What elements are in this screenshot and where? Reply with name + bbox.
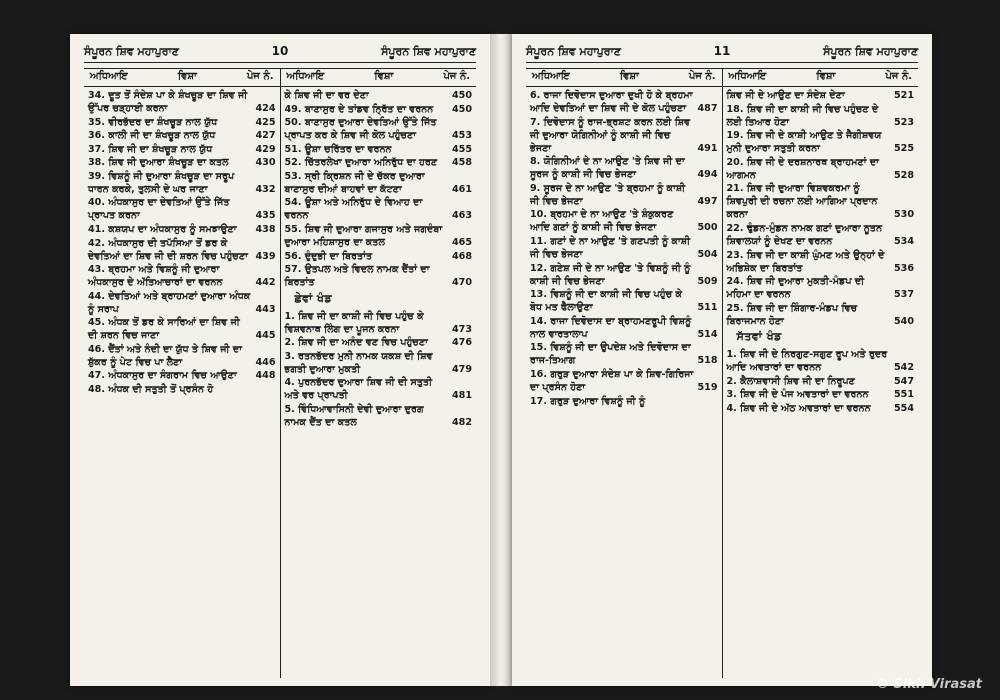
toc-entry-page: 479 — [451, 363, 472, 375]
toc-entry — [88, 143, 276, 156]
toc-entry-title: 25. ਸ਼ਿਵ ਜੀ ਦਾ ਸ਼ਿੰਗਾਰ-ਮੰਡਪ ਵਿਚ ਬਿਰਾਜਮਾਨ ਹੋਣਾ — [726, 302, 858, 327]
header-right-title: ਸੰਪੂਰਨ ਸ਼ਿਵ ਮਹਾਪੁਰਾਣ — [381, 45, 476, 58]
toc-entry-page: 432 — [255, 183, 276, 195]
toc-entry-page: 509 — [697, 275, 718, 287]
page-number: 10 — [271, 44, 289, 58]
toc-entry-title: 44. ਦੇਵਤਿਆਂ ਅਤੇ ਬ੍ਰਾਹਮਣਾਂ ਦੁਆਰਾ ਅੰਧਕ ਨੂੰ ਸਰਾਪ — [88, 290, 251, 315]
toc-entry-title: 9. ਸੂਰਜ ਦੇ ਨਾ ਆਉਣ 'ਤੇ ਬ੍ਰਹਮਾ ਨੂੰ ਕਾਸ਼ੀ ਜੀ ਵਿਚ ਭੇਜਣਾ — [530, 182, 686, 207]
col-header-chapter: ਅਧਿਆਇ — [90, 71, 128, 82]
toc-entry-page: 523 — [893, 116, 914, 128]
col-header-page: ਪੇਜ ਨੰ. — [688, 71, 716, 82]
toc-entry-page: 518 — [697, 355, 718, 367]
book-gutter — [490, 34, 512, 686]
toc-entries — [84, 87, 280, 396]
toc-entry-page: 542 — [893, 362, 914, 374]
toc-entry — [285, 223, 473, 249]
toc-entry-page: 463 — [451, 210, 472, 222]
toc-entry — [727, 275, 915, 301]
toc-entry-title: 4. ਪੁਰਨਭੱਦਰ ਦੁਆਰਾ ਸ਼ਿਵ ਜੀ ਦੀ ਸਤੁਤੀ ਅਤੇ ਵਰ ਪ੍ਰਾਪਤੀ — [284, 377, 433, 402]
running-head — [84, 44, 476, 63]
col-header-subject: ਵਿਸ਼ਾ — [619, 71, 639, 82]
toc-entry-title: 57. ਉਤਪਲ ਅਤੇ ਵਿਦਲ ਨਾਮਕ ਦੈਂਤਾਂ ਦਾ ਬਿਰਤਾਂਤ — [284, 264, 430, 289]
toc-entry-page: 438 — [255, 223, 276, 235]
col-header-subject: ਵਿਸ਼ਾ — [374, 71, 394, 82]
toc-entry-title: 47. ਅੰਧਕਾਸੁਰ ਦਾ ਸੰਗਰਾਮ ਵਿਚ ਆਉਣਾ — [88, 370, 237, 382]
toc-entry-title: 16. ਗਰੁੜ ਦੁਆਰਾ ਸੰਦੇਸ਼ ਪਾ ਕੇ ਸ਼ਿਵ-ਗਿਰਿਜਾ ਦਾ ਪ੍ਰਸੰਨ ਹੋਣਾ — [530, 368, 694, 394]
toc-entry-page: 551 — [893, 389, 914, 401]
toc-entry — [727, 348, 915, 374]
toc-entry — [285, 310, 473, 336]
toc-entry — [727, 103, 915, 129]
toc-entry-title: 11. ਗਣਾਂ ਦੇ ਨਾ ਆਉਣ 'ਤੇ ਗਣਪਤੀ ਨੂੰ ਕਾਸ਼ੀ ਜੀ ਵਿਚ ਭੇਜਣਾ — [530, 236, 691, 261]
toc-entry — [530, 288, 718, 314]
toc-entry-title: 38. ਸ਼ਿਵ ਜੀ ਦੁਆਰਾ ਸ਼ੰਖਚੂੜ ਦਾ ਕਤਲ — [88, 157, 229, 169]
toc-entry-page: 491 — [697, 142, 718, 154]
toc-entry — [727, 222, 915, 248]
column-header — [281, 68, 477, 87]
toc-entries — [526, 87, 722, 408]
toc-entry — [727, 388, 915, 401]
section-heading: ਸੱਤਵਾਂ ਖੰਡ — [736, 330, 782, 344]
toc-entry-title: 6. ਰਾਜਾ ਦਿਵੋਦਾਸ ਦੁਆਰਾ ਦੁਖੀ ਹੋ ਕੇ ਬ੍ਰਹਮਾ ਆਦਿ ਦੇਵਤਿਆਂ ਦਾ ਸ਼ਿਵ ਜੀ ਦੇ ਕੋਲ ਪਹੁੰਚਣਾ — [530, 90, 693, 115]
column-header — [723, 68, 919, 87]
toc-entry — [727, 249, 915, 275]
toc-entry — [285, 196, 473, 222]
toc-entry — [88, 383, 276, 396]
toc-entry — [88, 129, 276, 142]
toc-entry — [285, 376, 473, 402]
page-number: 11 — [713, 44, 731, 58]
toc-entries — [281, 308, 477, 429]
watermark: © Sikh Virasat — [876, 677, 982, 692]
toc-entry-title: 3. ਰਤਨਭੱਦਰ ਮੁਨੀ ਨਾਮਕ ਯਕਸ਼ ਦੀ ਸ਼ਿਵ ਭਗਤੀ ਦੁਆਰਾ ਮੁਕਤੀ — [284, 350, 433, 375]
toc-entry-page: 511 — [697, 302, 718, 314]
toc-entry — [88, 156, 276, 169]
toc-entry-page: 427 — [255, 130, 276, 142]
toc-entry-page: 435 — [255, 210, 276, 222]
toc-entry-page: 443 — [255, 303, 276, 315]
toc-entry-title: 40. ਅੰਧਕਾਸੁਰ ਦਾ ਦੇਵਤਿਆਂ ਉੱਤੇ ਜਿੱਤ ਪ੍ਰਾਪਤ ਕਰਨਾ — [88, 197, 230, 222]
toc-entry-title: 5. ਵਿੰਧਿਆਵਾਸਿਨੀ ਦੇਵੀ ਦੁਆਰਾ ਦੁਰਗ ਨਾਮਕ ਦੈਂਤ ਦਾ ਕਤਲ — [284, 404, 424, 429]
toc-entry — [88, 116, 276, 129]
toc-entry-page: 487 — [697, 103, 718, 115]
toc-entry — [88, 223, 276, 236]
toc-entry-title: 2. ਕੈਲਾਸ਼ਵਾਸੀ ਸ਼ਿਵ ਜੀ ਦਾ ਨਿਰੂਪਣ — [726, 375, 855, 387]
toc-entry — [530, 315, 718, 341]
toc-entry — [88, 89, 276, 115]
toc-entry-title: 43. ਬ੍ਰਹਮਾ ਅਤੇ ਵਿਸ਼ਨੂੰ ਜੀ ਦੁਆਰਾ ਅੰਧਕਾਸੁਰ ਦੇ ਅੱਤਿਆਚਾਰਾਂ ਦਾ ਵਰਨਨ — [88, 264, 223, 289]
toc-entry-title: 2. ਸ਼ਿਵ ਜੀ ਦਾ ਅਨੰਦ ਵਣ ਵਿਚ ਪਹੁੰਚਣਾ — [284, 337, 428, 349]
toc-entry-page: 468 — [451, 250, 472, 262]
toc-entry-page: 446 — [255, 356, 276, 368]
toc-entry-page: 448 — [255, 370, 276, 382]
toc-entry-title: 7. ਦਿਵੋਦਾਸ ਨੂੰ ਰਾਜ-ਭ੍ਰਸ਼ਟ ਕਰਨ ਲਈ ਸ਼ਿਵ ਜੀ ਦੁਆਰਾ ਯੋਗਿਨੀਆਂ ਨੂੰ ਕਾਸ਼ੀ ਜੀ ਵਿਚ ਭੇਜਣਾ — [530, 116, 691, 154]
toc-entry — [727, 156, 915, 182]
col-header-chapter: ਅਧਿਆਇ — [728, 71, 767, 82]
toc-entry-page: 465 — [451, 237, 472, 249]
toc-column-2 — [722, 68, 919, 678]
column-header — [526, 68, 722, 87]
toc-entry — [285, 403, 473, 429]
toc-entry-page: 500 — [697, 222, 718, 234]
toc-entry-page: 429 — [255, 143, 276, 155]
toc-entry-title: 35. ਵੀਰਭੱਦਰ ਦਾ ਸ਼ੰਖਚੂੜ ਨਾਲ ਯੁੱਧ — [88, 116, 218, 128]
toc-entry-title: 12. ਗਣੇਸ਼ ਜੀ ਦੇ ਨਾ ਆਉਣ 'ਤੇ ਵਿਸ਼ਨੂੰ ਜੀ ਨੂੰ ਕਾਸ਼ੀ ਜੀ ਵਿਚ ਭੇਜਣਾ — [530, 262, 691, 287]
toc-entry-title: 52. ਚਿੱਤਰਲੇਖਾ ਦੁਆਰਾ ਅਨਿਰੁੱਧ ਦਾ ਹਰਣ — [284, 157, 438, 169]
toc-entry-page: 514 — [697, 328, 718, 340]
toc-entry — [727, 89, 915, 102]
toc-entry-title: 14. ਰਾਜਾ ਦਿਵੋਦਾਸ ਦਾ ਬ੍ਰਾਹਮਣਰੂਪੀ ਵਿਸ਼ਨੂੰ ਨਾਲ ਵਾਰਤਾਲਾਪ — [530, 315, 692, 340]
toc-entry-title: 24. ਸ਼ਿਵ ਜੀ ਦੁਆਰਾ ਮੁਕਤੀ-ਮੰਡਪ ਦੀ ਮਹਿਮਾ ਦਾ ਵਰਨਨ — [726, 276, 865, 301]
toc-entry — [530, 235, 718, 261]
toc-entry-title: 39. ਵਿਸ਼ਨੂੰ ਜੀ ਦੁਆਰਾ ਸ਼ੰਖਚੂੜ ਦਾ ਸਰੂਪ ਧਾਰਨ ਕਰਕੇ, ਤੁਲਸੀ ਦੇ ਘਰ ਜਾਣਾ — [88, 170, 235, 195]
toc-entry-title: 1. ਸ਼ਿਵ ਜੀ ਦਾ ਕਾਸ਼ੀ ਜੀ ਵਿਚ ਪਹੁੰਚ ਕੇ ਵਿਸ਼ਵਨਾਥ ਲਿੰਗ ਦਾ ਪੂਜਨ ਕਰਨਾ — [284, 310, 424, 335]
toc-entry — [530, 155, 718, 181]
toc-column-1 — [84, 68, 280, 678]
toc-column-1 — [526, 68, 722, 678]
header-right-title: ਸੰਪੂਰਨ ਸ਼ਿਵ ਮਹਾਪੁਰਾਣ — [823, 45, 918, 58]
toc-entry — [727, 182, 915, 221]
toc-entry-title: 13. ਵਿਸ਼ਨੂੰ ਜੀ ਦਾ ਕਾਸ਼ੀ ਜੀ ਵਿਚ ਪਹੁੰਚ ਕੇ ਬੋਧ ਮਤ ਫੈਲਾਉਣਾ — [530, 289, 683, 314]
toc-entry-page: 461 — [451, 183, 472, 195]
header-left-title: ਸੰਪੂਰਨ ਸ਼ਿਵ ਮਹਾਪੁਰਾਣ — [526, 45, 621, 58]
toc-entry — [88, 263, 276, 289]
toc-entry-page: 470 — [451, 277, 472, 289]
toc-entries — [281, 87, 477, 289]
toc-entry — [285, 350, 473, 376]
toc-entry-page: 536 — [893, 262, 914, 274]
toc-entry-title: 56. ਦੁੰਦੁਭੀ ਦਾ ਬਿਰਤਾਂਤ — [284, 250, 373, 262]
toc-entry-page: 425 — [255, 116, 276, 128]
toc-entry — [530, 368, 718, 394]
toc-entry-title: 54. ਊਸ਼ਾ ਅਤੇ ਅਨਿਰੁੱਧ ਦੇ ਵਿਆਹ ਦਾ ਵਰਨਨ — [284, 197, 423, 222]
toc-entry-title: 48. ਅੰਧਕ ਦੀ ਸਤੁਤੀ ਤੋਂ ਪ੍ਰਸੰਨ ਹੋ — [88, 384, 214, 396]
running-head — [526, 44, 918, 63]
toc-entry-page: 547 — [893, 375, 914, 387]
right-page — [512, 34, 932, 686]
toc-entry-page: 476 — [451, 337, 472, 349]
toc-entry — [88, 369, 276, 382]
toc-entry — [727, 302, 915, 328]
col-header-subject: ਵਿਸ਼ਾ — [177, 71, 197, 82]
toc-entry-page: 439 — [255, 250, 276, 262]
col-header-subject: ਵਿਸ਼ਾ — [816, 71, 836, 82]
toc-entry-title: 49. ਬਾਣਾਸੁਰ ਦੇ ਤਾਂਡਵ ਨ੍ਰਿੱਤ ਦਾ ਵਰਨਨ — [284, 103, 434, 115]
toc-entry — [530, 89, 718, 115]
toc-entry-title: 18. ਸ਼ਿਵ ਜੀ ਦਾ ਕਾਸ਼ੀ ਜੀ ਵਿਚ ਪਹੁੰਚਣ ਦੇ ਲਈ ਤਿਆਰ ਹੋਣਾ — [726, 103, 879, 128]
toc-column-2 — [280, 68, 477, 678]
toc-entry-page: 445 — [255, 330, 276, 342]
toc-entry — [530, 341, 718, 367]
toc-entry-page: 450 — [451, 103, 472, 115]
toc-entry — [727, 402, 915, 415]
toc-entry — [530, 116, 718, 155]
left-page — [70, 34, 490, 686]
toc-entry-title: 20. ਸ਼ਿਵ ਜੀ ਦੇ ਦਰਸ਼ਨਾਰਥ ਬ੍ਰਾਹਮਣਾਂ ਦਾ ਆਗਮਨ — [726, 156, 879, 181]
toc-entry-page: 519 — [697, 382, 718, 394]
col-header-chapter: ਅਧਿਆਇ — [532, 71, 570, 82]
toc-entry — [285, 116, 473, 142]
toc-entry-page: 424 — [255, 103, 276, 115]
toc-entry-title: 3. ਸ਼ਿਵ ਜੀ ਦੇ ਪੰਜ ਅਵਤਾਰਾਂ ਦਾ ਵਰਨਨ — [726, 389, 869, 401]
toc-entry — [88, 196, 276, 222]
toc-entry-page: 528 — [893, 169, 914, 181]
toc-entry-title: ਸ਼ਿਵ ਜੀ ਦੇ ਆਉਣ ਦਾ ਸੰਦੇਸ਼ ਦੇਣਾ — [726, 90, 845, 101]
toc-entry-title: 51. ਊਸ਼ਾ ਚਰਿੱਤਰ ਦਾ ਵਰਨਨ — [284, 143, 392, 155]
col-header-chapter: ਅਧਿਆਇ — [286, 71, 325, 82]
toc-columns — [526, 68, 918, 678]
column-header — [84, 68, 280, 87]
toc-entry-page: 521 — [893, 90, 914, 101]
toc-entry-page: 494 — [697, 169, 718, 181]
toc-entry — [88, 237, 276, 263]
toc-entry — [727, 129, 915, 155]
toc-entry-page: 442 — [255, 277, 276, 289]
toc-entry — [285, 156, 473, 169]
toc-entry-title: 42. ਅੰਧਕਾਸੁਰ ਦੀ ਤਪੱਸਿਆ ਤੋਂ ਡਰ ਕੇ ਦੇਵਤਿਆਂ ਦਾ ਸ਼ਿਵ ਜੀ ਦੀ ਸ਼ਰਨ ਵਿਚ ਪਹੁੰਚਣਾ — [88, 237, 248, 262]
toc-entry — [88, 170, 276, 196]
toc-entry-title: 46. ਦੈਂਤਾਂ ਅਤੇ ਨੰਦੀ ਦਾ ਯੁੱਧ ਤੇ ਸ਼ਿਵ ਜੀ ਦਾ ਸ਼ੁੱਕਰ ਨੂੰ ਪੇਟ ਵਿਚ ਪਾ ਲੈਣਾ — [88, 343, 242, 368]
toc-entry — [88, 316, 276, 342]
toc-entry-title: 15. ਵਿਸ਼ਨੂੰ ਜੀ ਦਾ ਉਪਦੇਸ਼ ਅਤੇ ਦਿਵੋਦਾਸ ਦਾ ਰਾਜ-ਤਿਆਗ — [530, 342, 691, 367]
toc-entry-title: 8. ਯੋਗਿਨੀਆਂ ਦੇ ਨਾ ਆਉਣ 'ਤੇ ਸ਼ਿਵ ਜੀ ਦਾ ਸੂਰਜ ਨੂੰ ਕਾਸ਼ੀ ਜੀ ਵਿਚ ਭੇਜਣਾ — [530, 156, 685, 181]
toc-entry-page: 530 — [893, 209, 914, 221]
toc-entry — [727, 375, 915, 388]
toc-entry-title: 17. ਗਰੁੜ ਦੁਆਰਾ ਵਿਸ਼ਨੂੰ ਜੀ ਨੂੰ — [530, 395, 646, 407]
toc-entry-title: 50. ਬਾਣਾਸੁਰ ਦੁਆਰਾ ਦੇਵਤਿਆਂ ਉੱਤੇ ਜਿੱਤ ਪ੍ਰਾਪਤ ਕਰ ਕੇ ਸ਼ਿਵ ਜੀ ਕੋਲ ਪਹੁੰਚਣਾ — [284, 117, 437, 142]
toc-entry-page: 497 — [697, 195, 718, 207]
toc-entry — [530, 182, 718, 208]
section-heading: ਛੇਵਾਂ ਖੰਡ — [294, 291, 333, 305]
col-header-page: ਪੇਜ ਨੰ. — [885, 71, 912, 82]
toc-entry-title: 1. ਸ਼ਿਵ ਜੀ ਦੇ ਨਿਰਗੁਣ-ਸਗੁਣ ਰੂਪ ਅਤੇ ਰੁਦਰ ਆਦਿ ਅਵਤਾਰਾਂ ਦਾ ਵਰਨਨ — [726, 349, 888, 374]
toc-entry-title: 10. ਬ੍ਰਹਮਾ ਦੇ ਨਾ ਆਉਣ 'ਤੇ ਸ਼ੰਕੁਕਰਣ ਆਦਿ ਗਣਾਂ ਨੂੰ ਕਾਸ਼ੀ ਜੀ ਵਿਚ ਭੇਜਣਾ — [530, 209, 674, 234]
toc-entry-title: 45. ਅੰਧਕ ਤੋਂ ਡਰ ਕੇ ਸਾਰਿਆਂ ਦਾ ਸ਼ਿਵ ਜੀ ਦੀ ਸ਼ਰਨ ਵਿਚ ਜਾਣਾ — [88, 317, 240, 342]
toc-entry-page: 450 — [451, 90, 472, 101]
toc-entry-page: 525 — [893, 143, 914, 155]
toc-entry — [530, 395, 718, 408]
toc-columns — [84, 68, 476, 678]
toc-entry-page: 481 — [451, 390, 472, 402]
toc-entry-page: 537 — [893, 289, 914, 301]
toc-entry-page: 458 — [451, 157, 472, 169]
toc-entry-title: 23. ਸ਼ਿਵ ਜੀ ਦਾ ਕਾਸ਼ੀ ਘੁੰਮਣ ਅਤੇ ਉਨ੍ਹਾਂ ਦੇ ਅਭਿਸ਼ੇਕ ਦਾ ਬਿਰਤਾਂਤ — [726, 249, 885, 274]
toc-entry-page: 455 — [451, 143, 472, 155]
toc-entry-title: 37. ਸ਼ਿਵ ਜੀ ਦਾ ਸ਼ੰਖਚੂੜ ਨਾਲ ਯੁੱਧ — [88, 143, 213, 155]
col-header-page: ਪੇਜ ਨੰ. — [246, 71, 274, 82]
toc-entry-title: 34. ਦੂਤ ਤੋਂ ਸੰਦੇਸ਼ ਪਾ ਕੇ ਸ਼ੰਖਚੂੜ ਦਾ ਸ਼ਿਵ ਜੀ ਉੱਪਰ ਚੜ੍ਹਾਈ ਕਰਨਾ — [88, 90, 248, 115]
toc-entry-title: 55. ਸ਼ਿਵ ਜੀ ਦੁਆਰਾ ਗਜਾਸੁਰ ਅਤੇ ਜਗਦੰਬਾ ਦੁਆਰਾ ਮਹਿਸ਼ਾਸੁਰ ਦਾ ਕਤਲ — [284, 223, 443, 249]
toc-entry — [285, 336, 473, 349]
toc-entry-title: 19. ਸ਼ਿਵ ਜੀ ਦੇ ਕਾਸ਼ੀ ਆਉਣ ਤੇ ਜੈਗੀਸ਼ਵਯ ਮੁਨੀ ਦੁਆਰਾ ਸਤੁਤੀ ਕਰਨਾ — [726, 130, 882, 155]
toc-entry — [285, 263, 473, 289]
toc-entry-page: 540 — [893, 315, 914, 327]
toc-entry — [285, 170, 473, 196]
toc-entry-page: 453 — [451, 130, 472, 142]
toc-entry-page: 482 — [451, 417, 472, 429]
toc-entries — [723, 346, 919, 415]
header-left-title: ਸੰਪੂਰਨ ਸ਼ਿਵ ਮਹਾਪੁਰਾਣ — [84, 45, 179, 58]
toc-entry — [285, 89, 473, 102]
toc-entry-title: 36. ਕਾਲੀ ਜੀ ਦਾ ਸ਼ੰਖਚੂੜ ਨਾਲ ਯੁੱਧ — [88, 130, 216, 142]
toc-entry-title: 21. ਸ਼ਿਵ ਜੀ ਦੁਆਰਾ ਵਿਸ਼ਵਕਰਮਾ ਨੂੰ ਸ਼ਿਵਪੁਰੀ ਦੀ ਰਚਨਾ ਲਈ ਆਗਿਆ ਪ੍ਰਦਾਨ ਕਰਨਾ — [726, 183, 878, 221]
toc-entry-page: 554 — [893, 403, 914, 415]
toc-entry-title: 22. ਢੁੰਡਨ-ਮੁੰਡਨ ਨਾਮਕ ਗਣਾਂ ਦੁਆਰਾ ਨੂਤਨ ਸ਼ਿਵਾਲਯਾਂ ਨੂੰ ਦੇਖਣ ਦਾ ਵਰਨਨ — [726, 222, 883, 248]
toc-entry — [88, 343, 276, 369]
toc-entry — [88, 290, 276, 316]
toc-entry-title: ਕੇ ਸ਼ਿਵ ਜੀ ਦਾ ਵਰ ਦੇਣਾ — [284, 90, 369, 101]
toc-entry-page: 504 — [697, 249, 718, 261]
toc-entry — [530, 208, 718, 234]
toc-entry-title: 53. ਸ੍ਰੀ ਕ੍ਰਿਸ਼ਨ ਜੀ ਦੇ ਚੱਕਰ ਦੁਆਰਾ ਬਾਣਾਸੁਰ ਦੀਆਂ ਬਾਹਵਾਂ ਦਾ ਕੱਟਣਾ — [284, 170, 425, 195]
toc-entry — [285, 250, 473, 263]
toc-entry-page: 430 — [255, 157, 276, 169]
toc-entry — [530, 262, 718, 288]
toc-entry-title: 4. ਸ਼ਿਵ ਜੀ ਦੇ ਅੱਠ ਅਵਤਾਰਾਂ ਦਾ ਵਰਨਨ — [726, 403, 871, 415]
col-header-page: ਪੇਜ ਨੰ. — [443, 71, 470, 82]
toc-entry-title: 41. ਕਸ਼ਯਪ ਦਾ ਅੰਧਕਾਸੁਰ ਨੂੰ ਸਮਝਾਉਣਾ — [88, 223, 237, 235]
toc-entry — [285, 143, 473, 156]
toc-entry — [285, 103, 473, 116]
toc-entry-page: 473 — [451, 323, 472, 335]
toc-entry-page: 534 — [893, 236, 914, 248]
toc-entries — [723, 87, 919, 328]
